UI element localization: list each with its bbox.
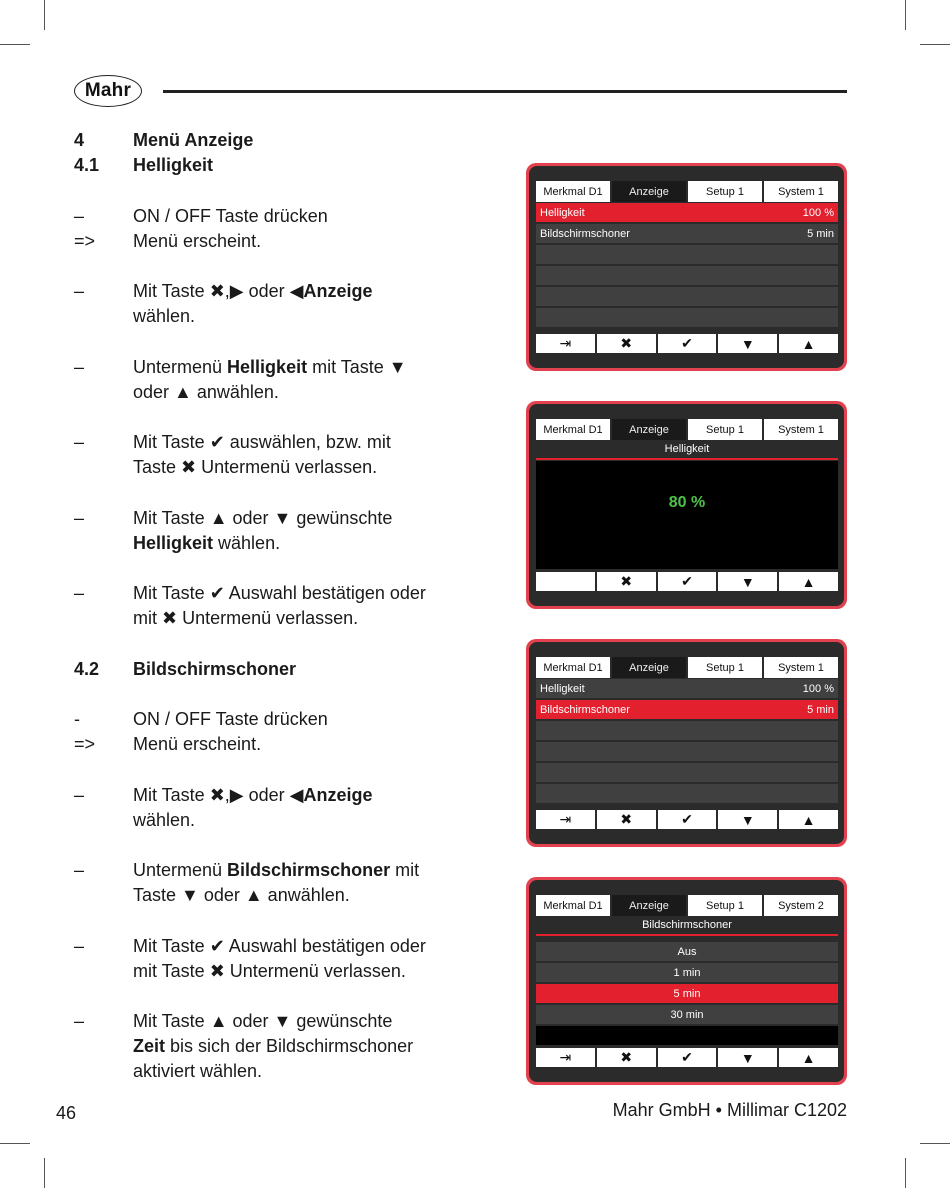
cancel-icon[interactable]: ✖ — [597, 334, 656, 353]
arrow-up-icon[interactable]: ▲ — [779, 334, 838, 353]
step-text: Mit Taste ▲ oder ▼ gewünschte — [133, 508, 393, 528]
crop-mark — [920, 1143, 950, 1144]
option-1-min[interactable]: 1 min — [536, 963, 838, 982]
arrow-down-icon[interactable]: ▼ — [718, 810, 777, 829]
bullet: – — [74, 936, 85, 956]
section-title: Menü Anzeige — [133, 130, 254, 150]
tab-anzeige[interactable]: Anzeige — [612, 895, 686, 916]
step-text: Helligkeit wählen. — [133, 533, 281, 553]
confirm-icon[interactable]: ✔ — [658, 810, 717, 829]
step-text: Mit Taste ✖,▶ oder ◀Anzeige — [133, 281, 373, 301]
arrow-up-icon[interactable]: ▲ — [779, 572, 838, 591]
tab-setup[interactable]: Setup 1 — [688, 181, 762, 202]
menu-row-empty — [536, 763, 838, 782]
value-area — [536, 461, 838, 569]
menu-row-empty — [536, 742, 838, 761]
cancel-icon[interactable]: ✖ — [597, 1048, 656, 1067]
confirm-icon[interactable]: ✔ — [658, 1048, 717, 1067]
step-text: Menü erscheint. — [133, 734, 262, 754]
step-text: mit Taste ✖ Untermenü verlassen. — [133, 961, 406, 981]
menu-row-empty — [536, 308, 838, 327]
tab-anzeige[interactable]: Anzeige — [612, 419, 686, 440]
bullet: – — [74, 432, 85, 452]
step-text: Menü erscheint. — [133, 231, 262, 251]
arrow-up-icon[interactable]: ▲ — [779, 810, 838, 829]
tab-bar — [536, 657, 838, 678]
footer-company: Mahr GmbH • Millimar C1202 — [612, 1100, 847, 1120]
arrow-down-icon[interactable]: ▼ — [718, 334, 777, 353]
subsection-number: 4.1 — [74, 155, 100, 175]
exit-icon[interactable]: ⇥ — [536, 810, 595, 829]
crop-mark — [905, 0, 906, 30]
confirm-icon[interactable]: ✔ — [658, 334, 717, 353]
menu-row-helligkeit[interactable]: Helligkeit 100 % — [536, 679, 838, 698]
subsection-title: Helligkeit — [133, 155, 214, 175]
step-text: Untermenü Helligkeit mit Taste ▼ — [133, 357, 407, 377]
option-empty — [536, 1026, 838, 1045]
tab-setup[interactable]: Setup 1 — [688, 657, 762, 678]
device-screen-helligkeit-value — [526, 401, 847, 609]
bullet: => — [74, 734, 96, 754]
menu-row-empty — [536, 784, 838, 803]
brightness-value: 80 % — [668, 494, 706, 511]
tab-system[interactable]: System 1 — [764, 657, 838, 678]
button-bar — [536, 334, 838, 353]
tab-merkmal[interactable]: Merkmal D1 — [536, 181, 610, 202]
menu-row-empty — [536, 266, 838, 285]
option-aus[interactable]: Aus — [536, 942, 838, 961]
tab-system[interactable]: System 1 — [764, 419, 838, 440]
bullet: – — [74, 1011, 85, 1031]
empty-button — [536, 572, 595, 591]
bullet: – — [74, 860, 85, 880]
menu-row-helligkeit[interactable]: Helligkeit 100 % — [536, 203, 838, 222]
step-text: Untermenü Bildschirmschoner mit — [133, 860, 420, 880]
tab-merkmal[interactable]: Merkmal D1 — [536, 419, 610, 440]
menu-row-empty — [536, 245, 838, 264]
screen-heading: Bildschirmschoner — [536, 917, 838, 936]
header-rule — [163, 90, 847, 93]
step-text: oder ▲ anwählen. — [133, 382, 279, 402]
arrow-down-icon[interactable]: ▼ — [718, 1048, 777, 1067]
tab-merkmal[interactable]: Merkmal D1 — [536, 895, 610, 916]
cancel-icon[interactable]: ✖ — [597, 572, 656, 591]
step-text: Zeit bis sich der Bildschirmschoner — [133, 1036, 414, 1056]
step-text: Mit Taste ✔ auswählen, bzw. mit — [133, 432, 391, 452]
button-bar — [536, 810, 838, 829]
crop-mark — [0, 1143, 30, 1144]
bullet: – — [74, 508, 85, 528]
tab-system[interactable]: System 2 — [764, 895, 838, 916]
device-screen-menu-bildschirmschoner — [526, 639, 847, 847]
tab-setup[interactable]: Setup 1 — [688, 419, 762, 440]
cancel-icon[interactable]: ✖ — [597, 810, 656, 829]
mahr-logo: Mahr — [74, 75, 142, 107]
step-text: Taste ✖ Untermenü verlassen. — [133, 457, 378, 477]
crop-mark — [920, 44, 950, 45]
tab-anzeige[interactable]: Anzeige — [612, 181, 686, 202]
crop-mark — [44, 1158, 45, 1188]
crop-mark — [0, 44, 30, 45]
step-text: Mit Taste ✔ Auswahl bestätigen oder — [133, 583, 426, 603]
arrow-up-icon[interactable]: ▲ — [779, 1048, 838, 1067]
step-text: ON / OFF Taste drücken — [133, 709, 328, 729]
menu-row-empty — [536, 721, 838, 740]
bullet: => — [74, 231, 96, 251]
step-text: wählen. — [133, 810, 196, 830]
confirm-icon[interactable]: ✔ — [658, 572, 717, 591]
exit-icon[interactable]: ⇥ — [536, 334, 595, 353]
tab-anzeige[interactable]: Anzeige — [612, 657, 686, 678]
bullet: – — [74, 357, 85, 377]
screen-heading: Helligkeit — [536, 441, 838, 460]
device-screen-bildschirmschoner-options — [526, 877, 847, 1085]
section-number: 4 — [74, 130, 85, 150]
arrow-down-icon[interactable]: ▼ — [718, 572, 777, 591]
bullet: - — [74, 709, 80, 729]
bullet: – — [74, 785, 85, 805]
step-text: Mit Taste ✔ Auswahl bestätigen oder — [133, 936, 426, 956]
tab-bar — [536, 895, 838, 916]
tab-merkmal[interactable]: Merkmal D1 — [536, 657, 610, 678]
bullet: – — [74, 206, 85, 226]
step-text: Mit Taste ▲ oder ▼ gewünschte — [133, 1011, 393, 1031]
tab-bar — [536, 181, 838, 202]
step-text: Taste ▼ oder ▲ anwählen. — [133, 885, 350, 905]
button-bar — [536, 1048, 838, 1067]
menu-row-empty — [536, 287, 838, 306]
crop-mark — [905, 1158, 906, 1188]
device-screen-menu-helligkeit — [526, 163, 847, 371]
subsection-title: Bildschirmschoner — [133, 659, 297, 679]
step-text: Mit Taste ✖,▶ oder ◀Anzeige — [133, 785, 373, 805]
menu-row-bildschirmschoner[interactable]: Bildschirmschoner 5 min — [536, 224, 838, 243]
exit-icon[interactable]: ⇥ — [536, 1048, 595, 1067]
tab-setup[interactable]: Setup 1 — [688, 895, 762, 916]
page-number: 46 — [56, 1103, 77, 1123]
tab-system[interactable]: System 1 — [764, 181, 838, 202]
step-text: wählen. — [133, 306, 196, 326]
step-text: ON / OFF Taste drücken — [133, 206, 328, 226]
subsection-number: 4.2 — [74, 659, 100, 679]
step-text: aktiviert wählen. — [133, 1061, 263, 1081]
button-bar — [536, 572, 838, 591]
bullet: – — [74, 583, 85, 603]
bullet: – — [74, 281, 85, 301]
crop-mark — [44, 0, 45, 30]
tab-bar — [536, 419, 838, 440]
menu-row-bildschirmschoner[interactable]: Bildschirmschoner 5 min — [536, 700, 838, 719]
step-text: mit ✖ Untermenü verlassen. — [133, 608, 359, 628]
option-5-min[interactable]: 5 min — [536, 984, 838, 1003]
option-30-min[interactable]: 30 min — [536, 1005, 838, 1024]
